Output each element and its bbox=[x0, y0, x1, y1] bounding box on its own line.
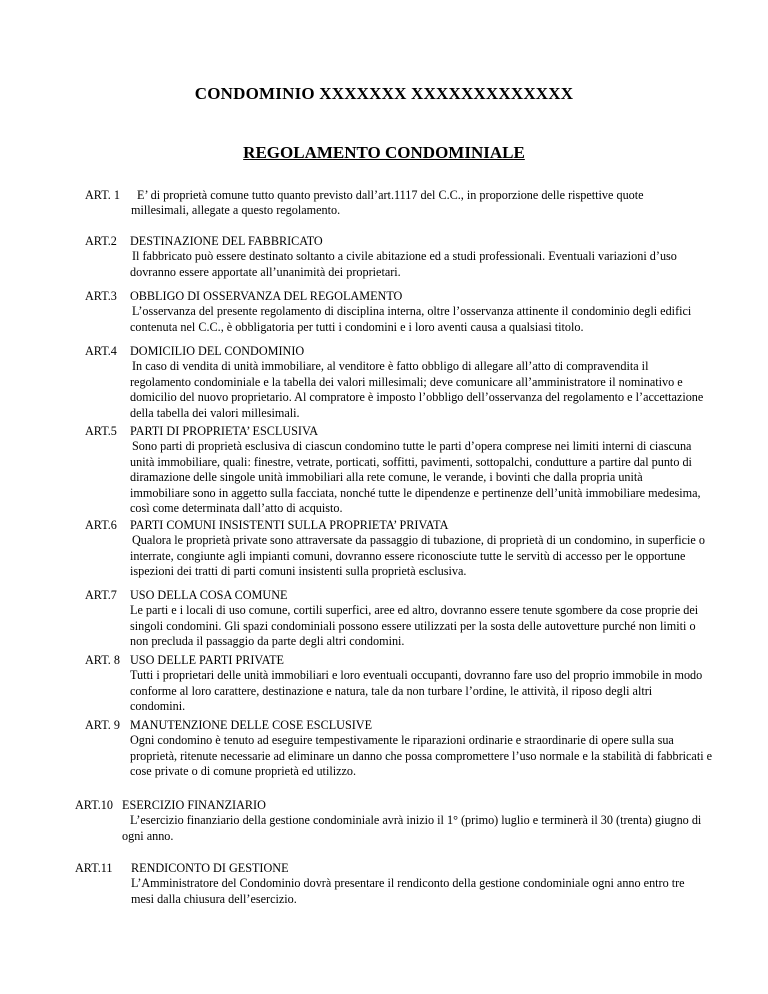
article-number: ART.2 bbox=[85, 234, 117, 248]
article-text: L’esercizio finanziario della gestione condominiale avrà inizio il 1° (primo) luglio e terminerà il 30 (trenta) giugno di ogni anno. bbox=[122, 813, 702, 843]
article-text: Sono parti di proprietà esclusiva di ciascun condomino tutte le parti d’opera comprese nei limiti interni di ciascuna unità immobiliare, quali: finestre, vetrate, porticati, soffitti, pavimenti, sottopalchi, condutture a partire dal punto di diramazione delle singole unità immobiliari alla rete comune, le verande, i bovinti che dalla propria unità immobiliare sono in aggetto sulla facciata, nonché tutte le dipendenze e pertinenze dell’unità immobiliare medesima, così come determinata dall’atto di acquisto. bbox=[130, 439, 701, 516]
article-text: Ogni condomino è tenuto ad eseguire tempestivamente le riparazioni ordinarie e straordinarie di opere sulla sua proprietà, ritenute necessarie ad eliminare un danno che possa compromettere l’uso normale e la stabilità di fabbricati e cose private o di comune proprietà ed utilizzo. bbox=[130, 733, 713, 779]
article-heading: MANUTENZIONE DELLE COSE ESCLUSIVE bbox=[130, 718, 373, 732]
article-number: ART.3 bbox=[85, 289, 117, 303]
article-text: Qualora le proprietà private sono attraversate da passaggio di tubazione, di proprietà di un condomino, in superficie o interrate, congiunte agli impianti comuni, dovranno essere riconosciute tutte le servitù di accesso per le opportune ispezioni dei tratti di parti comuni insistenti sulla proprietà esclusiva. bbox=[130, 533, 705, 579]
article-heading: ESERCIZIO FINANZIARIO bbox=[122, 798, 266, 812]
article-number: ART.5 bbox=[85, 424, 117, 438]
article-number: ART. 8 bbox=[85, 653, 120, 667]
article-text: Tutti i proprietari delle unità immobiliari e loro eventuali occupanti, dovranno fare uso del proprio immobile in modo conforme al loro carattere, destinazione e natura, tale da non turbare l’ordine, le attività, il riposo degli altri condomini. bbox=[130, 668, 703, 714]
article-number: ART.11 bbox=[75, 861, 113, 875]
article-text: Le parti e i locali di uso comune, cortili superfici, aree ed altro, dovranno essere tenute sgombere da cose proprie dei singoli condomini. Gli spazi condominiali possono essere utilizzati per la sosta delle autovetture purché non limiti o non precluda il passaggio da parte degli altri condomini. bbox=[130, 603, 699, 649]
article-number: ART.7 bbox=[85, 588, 117, 602]
document-subtitle: REGOLAMENTO CONDOMINIALE bbox=[243, 143, 525, 162]
article-text: L’osservanza del presente regolamento di disciplina interna, oltre l’osservanza attinente il condominio degli edifici contenuta nel C.C., è obbligatoria per tutti i condomini e i loro aventi causa a qualsiasi titolo. bbox=[130, 304, 692, 334]
article-heading: USO DELLE PARTI PRIVATE bbox=[130, 653, 284, 667]
article-heading: USO DELLA COSA COMUNE bbox=[130, 588, 288, 602]
article-heading: DESTINAZIONE DEL FABBRICATO bbox=[130, 234, 323, 248]
document-title: CONDOMINIO XXXXXXX XXXXXXXXXXXXX bbox=[194, 84, 574, 103]
article-text: In caso di vendita di unità immobiliare, al venditore è fatto obbligo di allegare all’atto di compravendita il regolamento condominiale e la tabella dei valori millesimali; deve comunicare all’amministratore il nominativo e domicilio del nuovo proprietario. Al compratore è imposto l’obbligo dell’osservanza del regolamento e l’accettazione della tabella dei valori millesimali. bbox=[130, 359, 704, 420]
article-number: ART. 9 bbox=[85, 718, 120, 732]
article-heading: OBBLIGO DI OSSERVANZA DEL REGOLAMENTO bbox=[130, 289, 403, 303]
article-number: ART.6 bbox=[85, 518, 117, 532]
article-heading: DOMICILIO DEL CONDOMINIO bbox=[130, 344, 305, 358]
article-text: E’ di proprietà comune tutto quanto previsto dall’art.1117 del C.C., in proporzione delle rispettive quote millesimali, allegate a questo regolamento. bbox=[131, 188, 644, 218]
article-number: ART.10 bbox=[75, 798, 113, 812]
article-heading: PARTI COMUNI INSISTENTI SULLA PROPRIETA’ PRIVATA bbox=[130, 518, 449, 532]
article-heading: RENDICONTO DI GESTIONE bbox=[131, 861, 289, 875]
article-heading: PARTI DI PROPRIETA’ ESCLUSIVA bbox=[130, 424, 319, 438]
article-number: ART.4 bbox=[85, 344, 117, 358]
article-text: L’Amministratore del Condominio dovrà presentare il rendiconto della gestione condominiale ogni anno entro tre mesi dalla chiusura dell’esercizio. bbox=[131, 876, 685, 906]
article-number: ART. 1 bbox=[85, 188, 120, 202]
article-text: Il fabbricato può essere destinato soltanto a civile abitazione ed a studi professionali. Eventuali variazioni d’uso dovranno essere apportate all’unanimità dei proprietari. bbox=[130, 249, 677, 279]
